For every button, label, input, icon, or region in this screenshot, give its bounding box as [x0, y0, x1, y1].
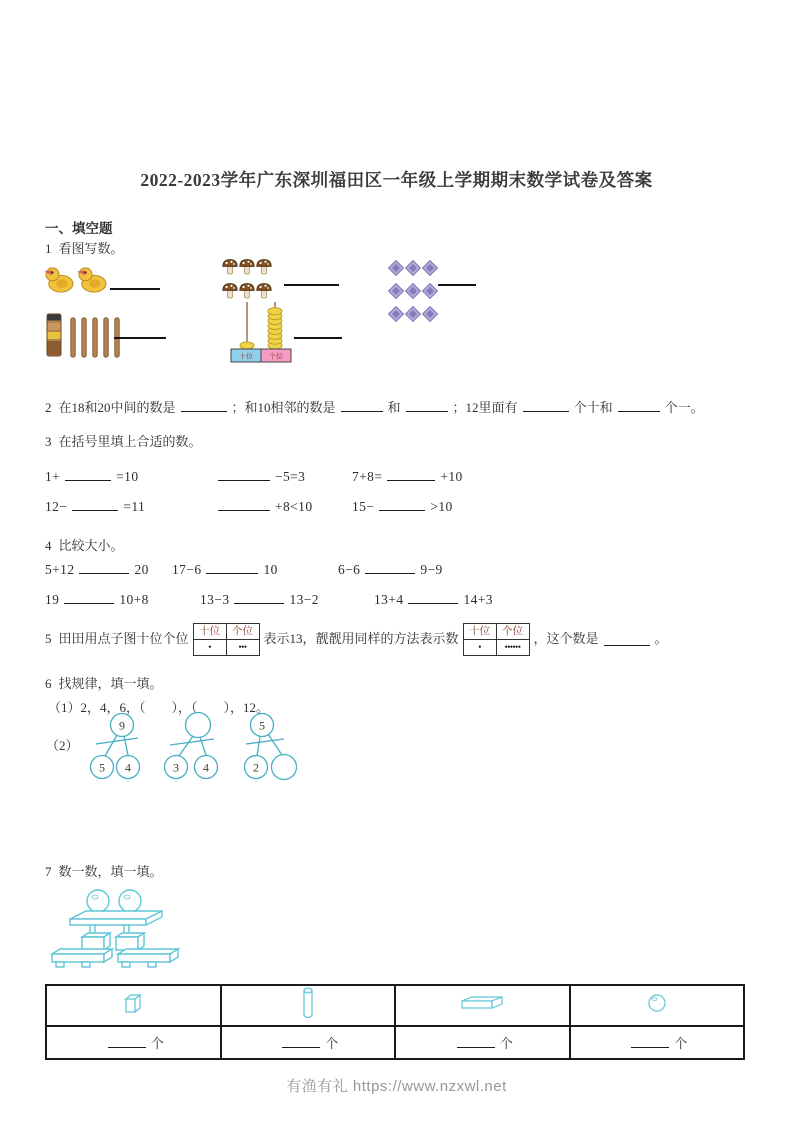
diamond-icon — [422, 306, 439, 327]
mushroom-icon — [256, 258, 273, 280]
sphere-count-cell — [570, 1026, 745, 1059]
answer-blank[interactable] — [604, 633, 650, 645]
text-segment: 1+ — [45, 468, 61, 484]
dot-table-2 — [463, 623, 530, 656]
prism-icon — [460, 998, 504, 1015]
trike-1-right-number: 4 — [125, 760, 131, 775]
abacus — [225, 300, 297, 369]
text-segment: 个一。 — [664, 400, 704, 416]
sphere-cell — [570, 985, 745, 1026]
answer-blank[interactable] — [64, 591, 114, 604]
shape-count-table — [45, 984, 745, 1060]
trike-1-top-number: 9 — [119, 718, 125, 733]
diamond-icon — [405, 260, 422, 281]
q4-number: 4 — [45, 538, 52, 553]
text-segment: 13−3 — [200, 591, 230, 607]
text-segment: −5=3 — [275, 468, 306, 484]
text-segment: 6−6 — [338, 561, 361, 577]
q3-equation-6 — [352, 498, 453, 515]
q2-number: 2 — [45, 400, 52, 416]
dot-table-1-tens-header: 十位 — [193, 624, 226, 640]
answer-blank[interactable] — [72, 498, 118, 511]
number-bond-trike-1 — [86, 712, 148, 787]
q5-text-2: 表示13，靓靓用同样的方法表示数 — [263, 631, 459, 647]
diamond-icon — [388, 283, 405, 304]
diamond-icon — [388, 260, 405, 281]
text-segment: 13−2 — [289, 591, 319, 607]
number-bond-trike-2 — [162, 712, 224, 787]
q1-line — [45, 241, 124, 257]
stick-icon — [92, 317, 98, 363]
answer-blank[interactable] — [631, 1036, 669, 1048]
q5-text-4: 。 — [654, 631, 668, 647]
answer-blank[interactable] — [406, 400, 448, 412]
text-segment: ；和10相邻的数是 — [231, 400, 336, 416]
trike-3-top-number: 5 — [259, 718, 265, 733]
trike-3-left-number: 2 — [253, 760, 259, 775]
cylinder-cell — [221, 985, 396, 1026]
answer-blank[interactable] — [79, 561, 129, 574]
text-segment: 14+3 — [463, 591, 493, 607]
answer-blank[interactable] — [523, 400, 569, 412]
prism-cell — [395, 985, 570, 1026]
diamond-icon — [422, 260, 439, 281]
q7-line — [45, 864, 163, 880]
q3-equation-5 — [213, 498, 312, 515]
answer-blank[interactable] — [218, 498, 270, 511]
q4-comparison-4 — [45, 591, 149, 608]
prism-count-cell — [395, 1026, 570, 1059]
answer-blank[interactable] — [618, 400, 660, 412]
footer-watermark: 有渔有礼 https://www.nzxwl.net — [286, 1078, 507, 1095]
q3-text: 在括号里填上合适的数。 — [58, 434, 202, 449]
duck-icon — [77, 266, 107, 298]
q1-text: 看图写数。 — [58, 241, 124, 256]
q4-comparison-1 — [45, 561, 149, 578]
q4-comparison-6 — [374, 591, 493, 608]
diamond-icon — [388, 306, 405, 327]
answer-blank[interactable] — [457, 1036, 495, 1048]
q3-number: 3 — [45, 434, 52, 449]
trike-2-right-number: 4 — [203, 760, 209, 775]
text-segment: 17−6 — [172, 561, 202, 577]
stick-icon — [114, 317, 120, 363]
q6-part2-label: （2） — [46, 738, 79, 753]
q3-equation-3 — [352, 468, 463, 485]
answer-blank[interactable] — [206, 561, 258, 574]
q6-line — [45, 676, 163, 692]
q3-line — [45, 434, 202, 450]
cuboid-count-cell — [46, 1026, 221, 1059]
answer-blank[interactable] — [218, 468, 270, 481]
single-sticks — [70, 317, 120, 363]
trike-1-left-number: 5 — [99, 760, 105, 775]
stick-bundle-icon — [45, 312, 63, 363]
q4-comparison-5 — [200, 591, 319, 608]
answer-blank[interactable] — [65, 468, 111, 481]
dot-table-2-ones-header: 个位 — [496, 624, 529, 640]
dot-table-2-tens-dots: • — [463, 640, 496, 656]
dot-table-1-ones-dots: ••• — [226, 640, 259, 656]
dot-table-1-tens-dots: • — [193, 640, 226, 656]
text-segment: =11 — [123, 498, 146, 514]
text-segment: 13+4 — [374, 591, 404, 607]
dot-table-1-ones-header: 个位 — [226, 624, 259, 640]
q3-equation-1 — [45, 468, 139, 485]
q6-part1: （1）2，4，6，（ ），（ ），12。 — [48, 700, 270, 715]
q7-text: 数一数，填一填。 — [58, 864, 163, 879]
answer-blank[interactable] — [181, 400, 227, 412]
q3-equation-2 — [213, 468, 305, 485]
q2-line — [45, 400, 704, 417]
answer-blank[interactable] — [387, 468, 435, 481]
number-bond-trike-3 — [240, 712, 302, 787]
cylinder-icon — [302, 1007, 314, 1024]
q4-text: 比较大小。 — [58, 538, 124, 553]
answer-blank[interactable] — [294, 337, 342, 339]
answer-blank[interactable] — [234, 591, 284, 604]
answer-blank[interactable] — [284, 284, 339, 286]
stick-icon — [70, 317, 76, 363]
answer-blank[interactable] — [365, 561, 415, 574]
text-segment: +8<10 — [275, 498, 313, 514]
answer-blank[interactable] — [114, 337, 166, 339]
text-segment: 12− — [45, 498, 68, 514]
dot-table-2-tens-header: 十位 — [463, 624, 496, 640]
q5-text-3: ，这个数是 — [533, 631, 599, 647]
dot-table-1 — [193, 623, 260, 656]
cylinder-count-cell — [221, 1026, 396, 1059]
q6-number: 6 — [45, 676, 52, 691]
mushroom-icon — [239, 258, 256, 280]
unit-label: 个 — [150, 1036, 164, 1051]
answer-blank[interactable] — [438, 284, 476, 286]
unit-label: 个 — [499, 1036, 513, 1051]
diamond-icon — [422, 283, 439, 304]
q5-text-1: 田田用点子图十位个位 — [58, 631, 189, 647]
text-segment: >10 — [430, 498, 453, 514]
trike-2-left-number: 3 — [173, 760, 179, 775]
stick-icon — [103, 317, 109, 363]
answer-blank[interactable] — [282, 1036, 320, 1048]
q5-number: 5 — [45, 631, 52, 647]
text-segment: ；12里面有 — [452, 400, 518, 416]
q7-shapes-figure — [46, 886, 186, 979]
answer-blank[interactable] — [108, 1036, 146, 1048]
stick-icon — [81, 317, 87, 363]
dot-table-2-ones-dots: •••••• — [496, 640, 529, 656]
q1-number: 1 — [45, 241, 52, 256]
text-segment: 5+12 — [45, 561, 75, 577]
mushrooms-group — [222, 258, 273, 304]
q5-line — [45, 623, 668, 656]
q6-text: 找规律，填一填。 — [58, 676, 163, 691]
answer-blank[interactable] — [379, 498, 425, 511]
abacus-tens-label: 十位 — [239, 352, 253, 361]
ducks-group — [44, 266, 107, 298]
text-segment: 20 — [134, 561, 149, 577]
text-segment: 7+8= — [352, 468, 383, 484]
section-heading: 一、填空题 — [45, 221, 113, 236]
unit-label: 个 — [674, 1036, 688, 1051]
text-segment: 和 — [387, 400, 401, 416]
diamond-icon — [405, 306, 422, 327]
sticks-group — [45, 312, 120, 363]
unit-label: 个 — [325, 1036, 339, 1051]
duck-icon — [44, 266, 74, 298]
text-segment: 19 — [45, 591, 60, 607]
text-segment: +10 — [440, 468, 463, 484]
diamond-icon — [405, 283, 422, 304]
abacus-ones-label: 个位 — [269, 352, 283, 361]
text-segment: 10+8 — [119, 591, 149, 607]
diamonds-group — [388, 260, 439, 327]
text-segment: 10 — [263, 561, 278, 577]
cuboid-cell — [46, 985, 221, 1026]
q4-comparison-2 — [172, 561, 278, 578]
answer-blank[interactable] — [408, 591, 458, 604]
answer-blank[interactable] — [341, 400, 383, 412]
text-segment: 15− — [352, 498, 375, 514]
text-segment: 在18和20中间的数是 — [58, 400, 176, 416]
text-segment: 个十和 — [573, 400, 613, 416]
q2-text — [59, 400, 704, 415]
mushroom-icon — [222, 258, 239, 280]
q4-comparison-3 — [338, 561, 443, 578]
q3-equation-4 — [45, 498, 145, 515]
cuboid-icon — [123, 1002, 143, 1019]
q4-line — [45, 538, 124, 554]
answer-blank[interactable] — [110, 288, 160, 290]
sphere-icon — [647, 1000, 667, 1017]
q7-number: 7 — [45, 864, 52, 879]
page-title: 2022-2023学年广东深圳福田区一年级上学期期末数学试卷及答案 — [140, 170, 653, 190]
text-segment: =10 — [116, 468, 139, 484]
text-segment: 9−9 — [420, 561, 443, 577]
